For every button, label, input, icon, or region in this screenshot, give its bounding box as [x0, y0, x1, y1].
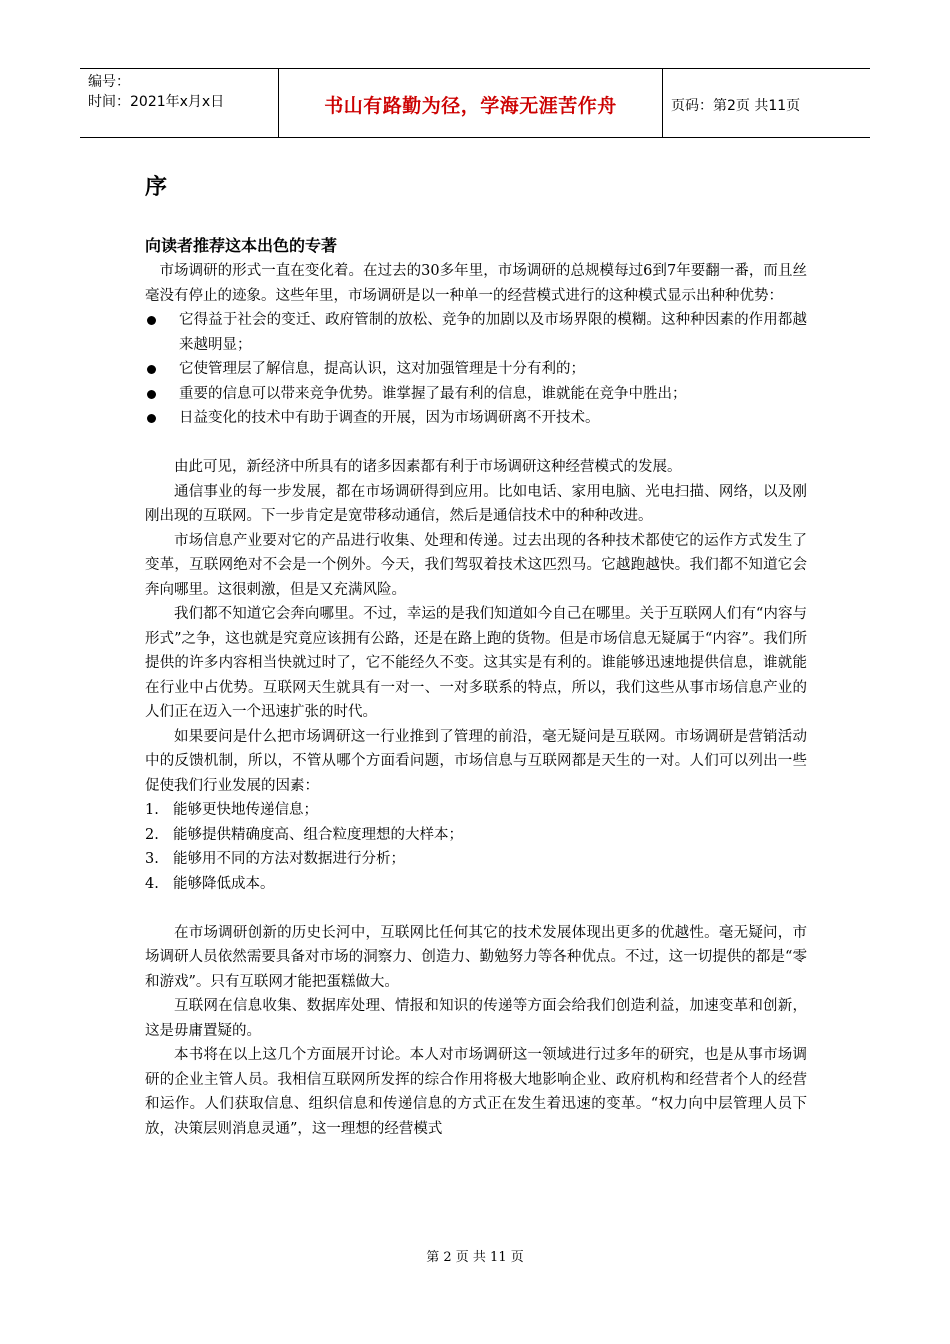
intro-paragraph: 市场调研的形式一直在变化着。在过去的30多年里，市场调研的总规模每过6到7年要翻一番，而且丝毫没有停止的迹象。这些年里，市场调研是以一种单一的经营模式进行的这种模式显示出种种优势：: [145, 263, 807, 304]
number-label: 编号：: [88, 74, 130, 90]
bullet-list: [145, 308, 807, 431]
numbered-item: 3. 能够用不同的方法对数据进行分析；: [145, 851, 405, 867]
paragraph: 市场信息产业要对它的产品进行收集、处理和传递。过去出现的各种技术都使它的运作方式发生了变革，互联网绝对不会是一个例外。今天，我们驾驭着技术这匹烈马。它越跑越快。我们都不知道它会奔向哪里。这很刺激，但是又充满风险。: [145, 532, 807, 598]
page-info: 页码：第2页 共11页: [671, 98, 801, 114]
numbered-item: 2. 能够提供精确度高、组合粒度理想的大样本；: [145, 826, 463, 843]
bullet-dot-icon: [147, 316, 156, 325]
header-motto-cell: [279, 69, 663, 137]
bullet-item: 它得益于社会的变迁、政府管制的放松、竞争的加剧以及市场界限的模糊。这种种因素的作用都越来越明显；: [145, 308, 807, 357]
paragraph: 由此可见，新经济中所具有的诸多因素都有利于市场调研这种经营模式的发展。: [174, 459, 682, 475]
page-title: 序: [145, 175, 168, 200]
bullet-item: 日益变化的技术中有助于调查的开展，因为市场调研离不开技术。: [145, 406, 807, 431]
motto: 书山有路勤为径，学海无涯苦作舟: [324, 95, 617, 117]
header-left-cell: [80, 69, 279, 137]
paragraph: 如果要问是什么把市场调研这一行业推到了管理的前沿，毫无疑问是互联网。市场调研是营销活动中的反馈机制，所以，不管从哪个方面看问题，市场信息与互联网都是天生的一对。人们可以列出一些促使我们行业发展的因素：: [145, 728, 807, 794]
page-footer: 第 2 页 共 11 页: [426, 1250, 524, 1265]
paragraph: 通信事业的每一步发展，都在市场调研得到应用。比如电话、家用电脑、光电扫描、网络，以及刚刚出现的互联网。下一步肯定是宽带移动通信，然后是通信技术中的种种改进。: [145, 483, 807, 524]
bullet-item: 它使管理层了解信息，提高认识，这对加强管理是十分有利的；: [145, 357, 807, 382]
paragraph: 我们都不知道它会奔向哪里。不过，幸运的是我们知道如今自己在哪里。关于互联网人们有“内容与形式”之争，这也就是究竟应该拥有公路，还是在路上跑的货物。但是市场信息无疑属于“内容”。我们所提供的许多内容相当快就过时了，它不能经久不变。这其实是有利的。谁能够迅速地提供信息，谁就能在行业中占优势。互联网天生就具有一对一、一对多联系的特点，所以，我们这些从事市场信息产业的人们正在迈入一个迅速扩张的时代。: [145, 606, 807, 720]
numbered-item: 1. 能够更快地传递信息；: [145, 802, 318, 818]
bullet-item: 重要的信息可以带来竞争优势。谁掌握了最有利的信息，谁就能在竞争中胜出；: [145, 382, 807, 407]
section-subtitle: 向读者推荐这本出色的专著: [145, 236, 338, 255]
bullet-dot-icon: [147, 414, 156, 423]
header-right-cell: [663, 69, 870, 137]
numbered-item: 4. 能够降低成本。: [145, 875, 275, 892]
page-header: [80, 68, 870, 138]
document-body: [145, 259, 807, 1141]
time-label: 时间：2021年x月x日: [88, 94, 225, 110]
paragraph: 在市场调研创新的历史长河中，互联网比任何其它的技术发展体现出更多的优越性。毫无疑问，市场调研人员依然需要具备对市场的洞察力、创造力、勤勉努力等各种优点。不过，这一切提供的都是“零和游戏”。只有互联网才能把蛋糕做大。: [145, 924, 807, 990]
paragraph: 互联网在信息收集、数据库处理、情报和知识的传递等方面会给我们创造利益，加速变革和创新，这是毋庸置疑的。: [145, 998, 807, 1039]
paragraph: 本书将在以上这几个方面展开讨论。本人对市场调研这一领域进行过多年的研究，也是从事市场调研的企业主管人员。我相信互联网所发挥的综合作用将极大地影响企业、政府机构和经营者个人的经营和运作。人们获取信息、组织信息和传递信息的方式正在发生着迅速的变革。“权力向中层管理人员下放，决策层则消息灵通”，这一理想的经营模式: [145, 1047, 807, 1137]
bullet-dot-icon: [147, 365, 156, 374]
bullet-dot-icon: [147, 390, 156, 399]
numbered-list: [145, 798, 807, 896]
